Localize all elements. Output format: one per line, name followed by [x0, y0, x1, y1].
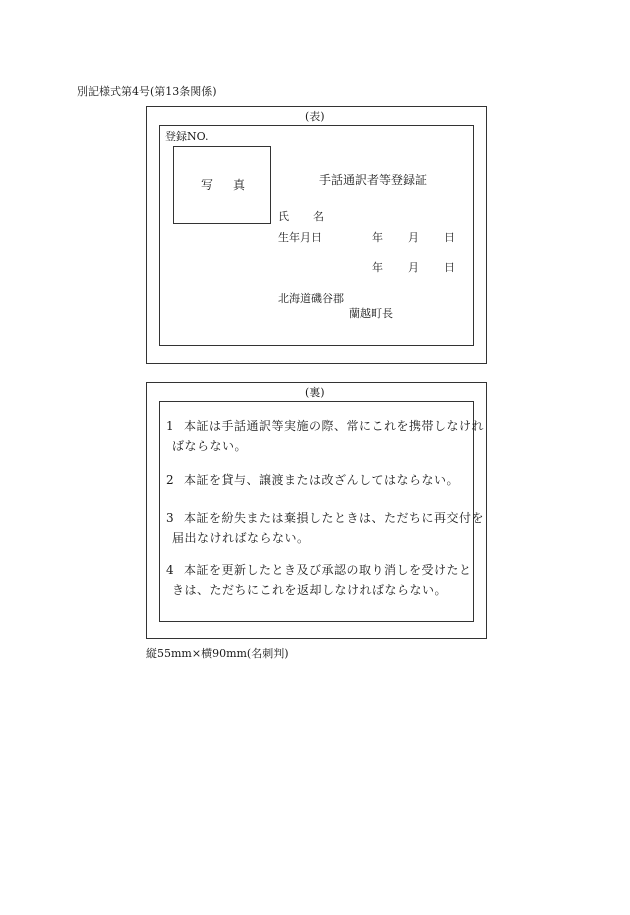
photo-label: [201, 178, 245, 193]
rule-item-4: [166, 560, 472, 600]
size-note: 縦55mm×横90mm(名刺判): [146, 647, 289, 660]
rule-item-4-line-1: 本証を更新したとき及び承認の取り消しを受けたと: [184, 563, 472, 577]
name-label-char-2: 名: [313, 210, 324, 223]
date1-year: 年: [372, 231, 383, 244]
rule-item-2: [166, 470, 459, 490]
back-title: (裏): [305, 386, 325, 399]
rule-item-2-line-1: 本証を貸与、譲渡または改ざんしてはならない。: [184, 473, 460, 487]
front-title: (表): [305, 110, 325, 123]
photo-label-char-2: 真: [232, 178, 245, 192]
rule-item-2-number: 2: [166, 473, 175, 487]
name-label: [278, 210, 324, 224]
issuer-title: 蘭越町長: [349, 307, 393, 320]
rule-item-3-number: 3: [166, 511, 175, 525]
date2-year: 年: [372, 261, 383, 274]
date1-day: 日: [444, 231, 455, 244]
rule-item-1: [166, 416, 484, 456]
rule-item-3-line-2: 届出なければならない。: [172, 531, 310, 545]
birthdate-label: 生年月日: [278, 231, 322, 244]
issuer-region: 北海道磯谷郡: [278, 292, 344, 305]
date2-month: 月: [408, 261, 419, 274]
rule-item-1-line-2: ばならない。: [172, 439, 248, 453]
photo-label-char-1: 写: [201, 178, 214, 192]
rule-item-4-line-2: きは、ただちにこれを返却しなければならない。: [172, 583, 448, 597]
name-label-char-1: 氏: [278, 210, 289, 223]
certificate-title: 手話通訳者等登録証: [319, 173, 428, 187]
date1-month: 月: [408, 231, 419, 244]
rule-item-1-line-1: 本証は手話通訳等実施の際、常にこれを携帯しなけれ: [184, 419, 485, 433]
date2-day: 日: [444, 261, 455, 274]
rule-item-4-number: 4: [166, 563, 175, 577]
form-heading: 別記様式第4号(第13条関係): [77, 85, 217, 98]
registration-number-label: 登録NO.: [165, 130, 209, 143]
rule-item-1-number: 1: [166, 419, 175, 433]
rule-item-3: [166, 508, 484, 548]
rule-item-3-line-1: 本証を紛失または棄損したときは、ただちに再交付を: [184, 511, 485, 525]
